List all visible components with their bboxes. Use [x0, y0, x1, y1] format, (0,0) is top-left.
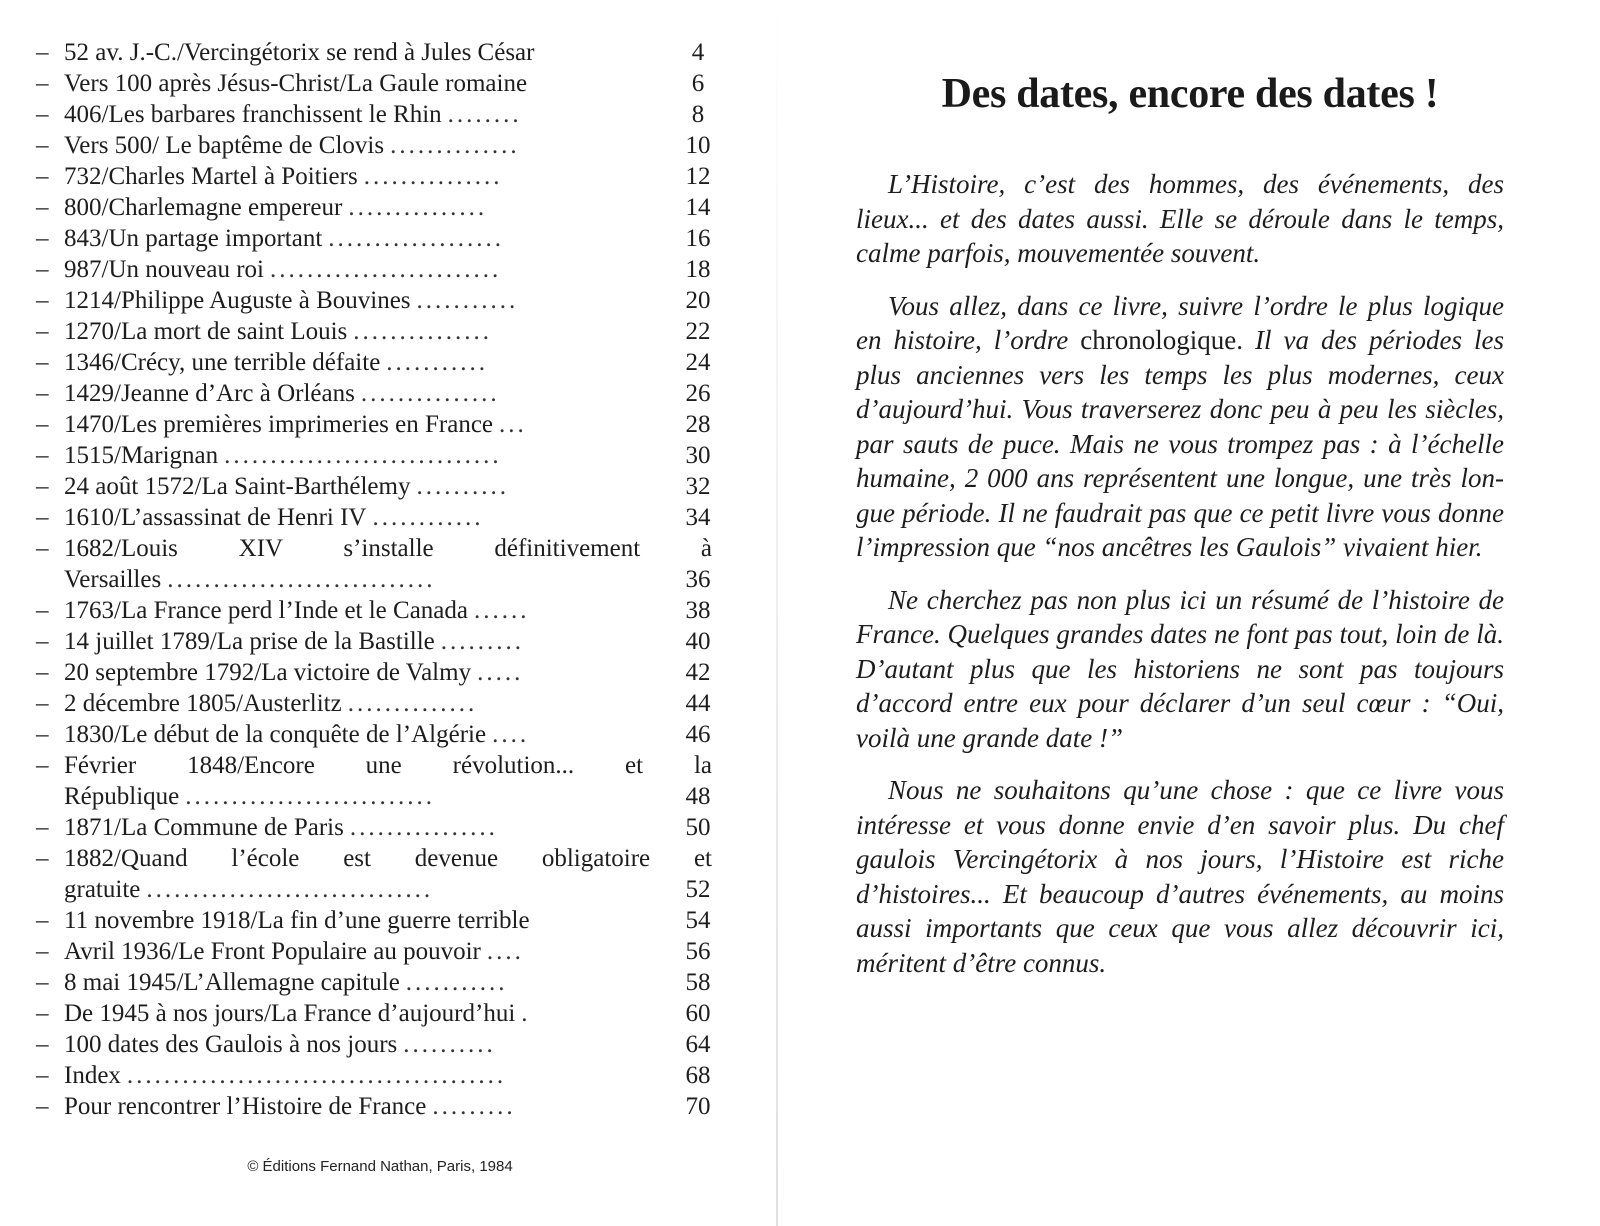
toc-page-number: 40 — [685, 628, 711, 655]
toc-page-number: 20 — [685, 287, 711, 314]
toc-page-number: 26 — [685, 380, 711, 407]
paragraph-1: L’Histoire, c’est des hommes, des événements, des lieux... et des dates aussi. Elle se déroule dans le temps, calme parfois, mouvementée souvent. — [856, 169, 1504, 268]
toc-dash: – — [36, 132, 49, 159]
toc-entry — [36, 161, 722, 192]
toc-leader-dots: ............... — [348, 194, 488, 221]
toc-page-number: 68 — [685, 1062, 711, 1089]
toc-page-number: 12 — [685, 163, 711, 190]
toc-dash: – — [36, 473, 49, 500]
toc-title: 1470/Les premières imprimeries en France — [64, 411, 494, 438]
paragraph-2-chronologique: chronologique. — [1080, 325, 1243, 355]
toc-page-number: 56 — [685, 938, 711, 965]
toc-page-number: 38 — [685, 597, 711, 624]
paragraph-2-part-a: Vous allez, dans ce livre, suivre l’ordre le plus logique en histoire, l’ordre — [856, 290, 1504, 355]
toc-dash: – — [36, 256, 49, 283]
toc-title: 52 av. J.-C./Vercingétorix se rend à Jules César — [64, 39, 535, 66]
toc-entry — [36, 967, 722, 998]
toc-leader-dots: ...... — [474, 597, 530, 624]
toc-leader-dots: .............. — [390, 132, 520, 159]
toc-title: Vers 100 après Jésus-Christ/La Gaule romaine — [64, 70, 528, 97]
toc-title: 843/Un partage important — [64, 225, 323, 252]
toc-dash: – — [36, 845, 49, 872]
toc-page-number: 46 — [685, 721, 711, 748]
toc-entry — [36, 502, 722, 533]
toc-title: 987/Un nouveau roi — [64, 256, 264, 283]
toc-page-number: 34 — [685, 504, 711, 531]
toc-leader-dots: ........................... — [185, 783, 436, 810]
toc-leader-dots: ........... — [386, 349, 489, 376]
toc-page-number: 24 — [685, 349, 711, 376]
toc-title: Index — [64, 1062, 121, 1089]
toc-dash: – — [36, 597, 49, 624]
toc-page-number: 50 — [685, 814, 711, 841]
toc-page-number: 54 — [685, 907, 711, 934]
toc-title: 1429/Jeanne d’Arc à Orléans — [64, 380, 355, 407]
toc-entry — [36, 37, 722, 68]
toc-page-number: 10 — [685, 132, 711, 159]
toc-title: 406/Les barbares franchissent le Rhin — [64, 101, 442, 128]
toc-dash: – — [36, 504, 49, 531]
toc-dash: – — [36, 318, 49, 345]
toc-leader-dots: .............................. — [224, 442, 502, 469]
paragraph-4: Nous ne souhaitons qu’une chose : que ce livre vous intéresse et vous donne envie d’en savoir plus. Du chef gaulois Vercingétorix à nos jours, l’Histoire est riche d’histoires... Et beaucoup d’autres événements, au moins aussi importants que ceux que vous allez découvrir ici, méritent d’être connus. — [856, 775, 1504, 978]
toc-entry — [36, 471, 722, 502]
toc-title: 1515/Marignan — [64, 442, 219, 469]
toc-page-number: 22 — [685, 318, 711, 345]
toc-leader-dots: ........... — [416, 287, 519, 314]
toc-entry — [36, 626, 722, 657]
toc-page-number: 44 — [685, 690, 711, 717]
toc-title: 1610/L’assassinat de Henri IV — [64, 504, 367, 531]
toc-dash: – — [36, 411, 49, 438]
toc-dash: – — [36, 70, 49, 97]
toc-dash: – — [36, 628, 49, 655]
toc-entry — [36, 130, 722, 161]
toc-leader-dots: ........ — [447, 101, 522, 128]
toc-entry — [36, 316, 722, 347]
toc-dash: – — [36, 39, 49, 66]
toc-title: gratuite — [64, 876, 141, 903]
toc-title: 100 dates des Gaulois à nos jours — [64, 1031, 398, 1058]
toc-page-number: 14 — [685, 194, 711, 221]
toc-dash: – — [36, 1093, 49, 1120]
toc-entry — [36, 657, 722, 688]
toc-entry — [36, 285, 722, 316]
toc-leader-dots: ... — [499, 411, 527, 438]
toc-page-number: 28 — [685, 411, 711, 438]
toc-page-number: 60 — [685, 1000, 711, 1027]
toc-entry — [36, 750, 722, 812]
toc-dash: – — [36, 349, 49, 376]
toc-page-number: 32 — [685, 473, 711, 500]
toc-leader-dots: ............ — [372, 504, 484, 531]
toc-page-number: 30 — [685, 442, 711, 469]
introduction-text — [856, 167, 1504, 998]
paragraph-2 — [856, 289, 1504, 565]
toc-entry — [36, 843, 722, 905]
toc-leader-dots: .......... — [416, 473, 509, 500]
toc-leader-dots: ......... — [440, 628, 525, 655]
toc-entry — [36, 533, 722, 595]
toc-entry — [36, 1060, 722, 1091]
toc-page-number: 6 — [691, 70, 705, 97]
toc-title: 800/Charlemagne empereur — [64, 194, 343, 221]
toc-dash: – — [36, 1062, 49, 1089]
toc-title: 732/Charles Martel à Poitiers — [64, 163, 358, 190]
toc-title: 14 juillet 1789/La prise de la Bastille — [64, 628, 435, 655]
toc-dash: – — [36, 380, 49, 407]
toc-title: 1346/Crécy, une terrible défaite — [64, 349, 381, 376]
toc-entry — [36, 409, 722, 440]
toc-dash: – — [36, 814, 49, 841]
toc-entry — [36, 223, 722, 254]
toc-title: Pour rencontrer l’Histoire de France — [64, 1093, 427, 1120]
toc-page-number: 18 — [685, 256, 711, 283]
toc-entry — [36, 347, 722, 378]
toc-title: 1214/Philippe Auguste à Bouvines — [64, 287, 411, 314]
toc-title: 1830/Le début de la conquête de l’Algérie — [64, 721, 487, 748]
toc-page-number: 58 — [685, 969, 711, 996]
toc-entry — [36, 254, 722, 285]
toc-dash: – — [36, 225, 49, 252]
right-page — [790, 0, 1600, 1226]
toc-page-number: 52 — [685, 876, 711, 903]
toc-entry — [36, 192, 722, 223]
toc-title: 11 novembre 1918/La fin d’une guerre terrible — [64, 907, 530, 934]
toc-entry — [36, 440, 722, 471]
toc-leader-dots: ............................. — [167, 566, 436, 593]
toc-title-line1: Février 1848/Encore une révolution... et la — [64, 752, 712, 779]
toc-title: 8 mai 1945/L’Allemagne capitule — [64, 969, 400, 996]
toc-entry — [36, 99, 722, 130]
toc-leader-dots: ........... — [405, 969, 508, 996]
toc-dash: – — [36, 1000, 49, 1027]
toc-page-number: 16 — [685, 225, 711, 252]
toc-entry — [36, 595, 722, 626]
toc-title: De 1945 à nos jours/La France d’aujourd’hui — [64, 1000, 516, 1027]
toc-leader-dots: ............................... — [146, 876, 434, 903]
toc-leader-dots: .......... — [403, 1031, 496, 1058]
toc-page-number: 48 — [685, 783, 711, 810]
toc-leader-dots: ..... — [477, 659, 524, 686]
toc-leader-dots: ............... — [353, 318, 493, 345]
toc-title: 1270/La mort de saint Louis — [64, 318, 348, 345]
toc-entry — [36, 719, 722, 750]
toc-entry — [36, 68, 722, 99]
toc-leader-dots: ......................... — [269, 256, 502, 283]
toc-dash: – — [36, 938, 49, 965]
toc-leader-dots: .... — [486, 938, 524, 965]
toc-dash: – — [36, 659, 49, 686]
toc-title: 2 décembre 1805/Austerlitz — [64, 690, 342, 717]
toc-title: 1871/La Commune de Paris — [64, 814, 344, 841]
toc-title: 20 septembre 1792/La victoire de Valmy — [64, 659, 472, 686]
toc-page-number: 8 — [691, 101, 705, 128]
toc-title: Vers 500/ Le baptême de Clovis — [64, 132, 385, 159]
toc-dash: – — [36, 535, 49, 562]
toc-leader-dots: ............... — [363, 163, 503, 190]
paragraph-3: Ne cherchez pas non plus ici un résumé de l’histoire de France. Quelques grandes dates ne font pas tout, loin de là. D’autant plus que les historiens ne sont pas toujours d’accord entre eux pour déclarer d’un seul cœur : “Oui, voilà une grande date !” — [856, 584, 1504, 753]
toc-title: 24 août 1572/La Saint-Barthélemy — [64, 473, 411, 500]
toc-title: 1763/La France perd l’Inde et le Canada — [64, 597, 468, 624]
toc-page-number: 42 — [685, 659, 711, 686]
toc-entry — [36, 812, 722, 843]
toc-leader-dots: .............. — [347, 690, 478, 717]
toc-title-line1: 1882/Quand l’école est devenue obligatoire et — [64, 845, 712, 872]
toc-entry — [36, 998, 722, 1029]
toc-leader-dots: ......... — [432, 1093, 516, 1120]
toc-dash: – — [36, 442, 49, 469]
toc-dash: – — [36, 163, 49, 190]
toc-dash: – — [36, 287, 49, 314]
toc-title: Versailles — [64, 566, 162, 593]
paragraph-2-part-c: Il va des périodes les plus anciennes vers les temps les plus modernes, ceux d’aujourd’hui. Vous traverserez donc peu à peu les siècles, par sauts de puce. Mais ne vous trompez pas : à l’échelle humaine, 2 000 ans représentent une longue, une très longue période. Il ne faudrait pas que ce petit livre vous donne l’impression que “nos ancêtres les Gaulois” vivaient hier. — [856, 325, 1504, 562]
toc-leader-dots: ......................................... — [126, 1062, 507, 1089]
toc-title-line1: 1682/Louis XIV s’installe définitivement à — [64, 535, 712, 562]
toc-entry — [36, 688, 722, 719]
toc-leader-dots: ................ — [349, 814, 498, 841]
copyright-notice: © Éditions Fernand Nathan, Paris, 1984 — [247, 1158, 513, 1175]
toc-leader-dots: ................... — [328, 225, 505, 252]
toc-entry — [36, 1091, 722, 1122]
toc-leader-dots: . — [521, 1000, 531, 1027]
toc-dash: – — [36, 194, 49, 221]
toc-leader-dots: ............... — [360, 380, 500, 407]
left-page — [0, 0, 790, 1226]
table-of-contents — [36, 37, 722, 1122]
toc-dash: – — [36, 907, 49, 934]
toc-dash: – — [36, 752, 49, 779]
toc-entry — [36, 905, 722, 936]
toc-page-number: 4 — [691, 39, 705, 66]
page-gutter — [776, 0, 778, 1226]
toc-title: République — [64, 783, 180, 810]
page-title: Des dates, encore des dates ! — [941, 71, 1439, 117]
toc-entry — [36, 378, 722, 409]
toc-page-number: 70 — [685, 1093, 711, 1120]
toc-leader-dots: .... — [492, 721, 530, 748]
toc-dash: – — [36, 690, 49, 717]
toc-dash: – — [36, 1031, 49, 1058]
toc-entry — [36, 936, 722, 967]
toc-page-number: 36 — [685, 566, 711, 593]
toc-dash: – — [36, 721, 49, 748]
toc-title: Avril 1936/Le Front Populaire au pouvoir — [64, 938, 481, 965]
toc-dash: – — [36, 969, 49, 996]
toc-dash: – — [36, 101, 49, 128]
toc-entry — [36, 1029, 722, 1060]
toc-page-number: 64 — [685, 1031, 711, 1058]
